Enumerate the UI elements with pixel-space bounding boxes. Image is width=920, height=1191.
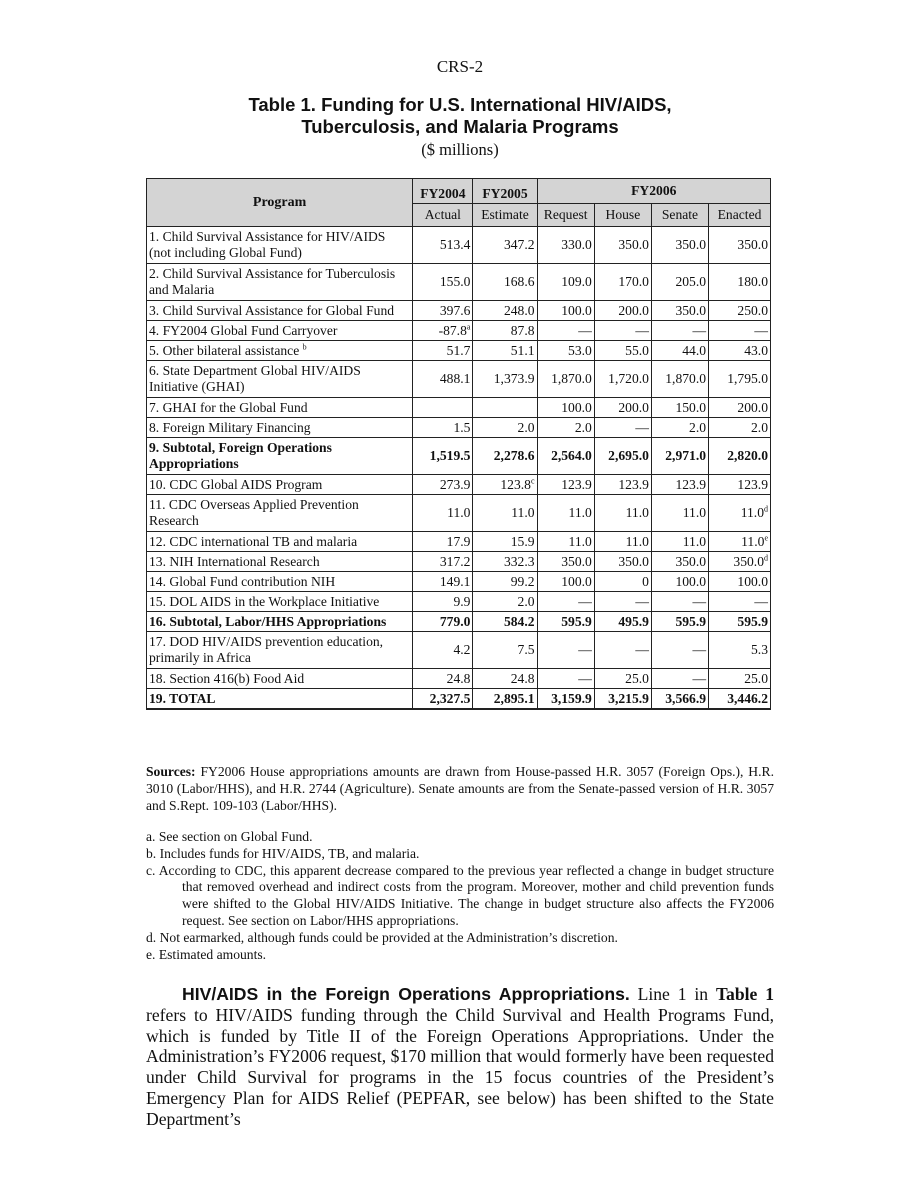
footnote-d: d. Not earmarked, although funds could be provided at the Administration’s discretion. — [146, 929, 618, 945]
cell-enacted: — — [709, 321, 771, 341]
header-fy2006: FY2006 — [537, 179, 770, 204]
cell-enacted: 100.0 — [709, 572, 771, 592]
cell-senate: 11.0 — [651, 495, 708, 532]
table-row — [147, 227, 771, 264]
row-label: 9. Subtotal, Foreign Operations Appropriations — [147, 438, 413, 475]
row-label: 16. Subtotal, Labor/HHS Appropriations — [147, 612, 413, 632]
row-label: 8. Foreign Military Financing — [147, 418, 413, 438]
row-label: 6. State Department Global HIV/AIDS Initiative (GHAI) — [147, 361, 413, 398]
table-row — [147, 398, 771, 418]
table-row — [147, 475, 771, 495]
cell-fy2004: 149.1 — [413, 572, 473, 592]
cell-request: 100.0 — [537, 301, 594, 321]
header-request: Request — [537, 204, 594, 227]
table-row — [147, 669, 771, 689]
cell-house: 495.9 — [594, 612, 651, 632]
cell-senate: 150.0 — [651, 398, 708, 418]
cell-fy2004: 317.2 — [413, 552, 473, 572]
cell-fy2005 — [473, 398, 537, 418]
cell-fy2004: 51.7 — [413, 341, 473, 361]
footnotes — [146, 829, 774, 963]
cell-fy2005: 2,278.6 — [473, 438, 537, 475]
cell-enacted: — — [709, 592, 771, 612]
cell-fy2004: 779.0 — [413, 612, 473, 632]
footnote-marker: a — [466, 321, 471, 331]
cell-fy2004: 513.4 — [413, 227, 473, 264]
footnote-marker: d — [764, 504, 768, 514]
cell-fy2004: 488.1 — [413, 361, 473, 398]
cell-senate: — — [651, 592, 708, 612]
cell-value: -87.8 — [438, 322, 467, 338]
footnote-c: c. According to CDC, this apparent decrease compared to the previous year reflected a change in budget structure that removed overhead and indirect costs from the program. Moreover, mother and child prevention funds were shifted to the Global HIV/AIDS Initiative. The change in budget structure also affects the FY2006 request. See section on Labor/HHS appropriations. — [146, 862, 774, 928]
cell-senate: 44.0 — [651, 341, 708, 361]
cell-request: 1,870.0 — [537, 361, 594, 398]
row-label: 17. DOD HIV/AIDS prevention education, primarily in Africa — [147, 632, 413, 669]
cell-enacted: 5.3 — [709, 632, 771, 669]
table-title-line-2: Tuberculosis, and Malaria Programs — [301, 116, 619, 137]
cell-request: 350.0 — [537, 552, 594, 572]
cell-fy2005: 15.9 — [473, 532, 537, 552]
header-fy2004: FY2004 — [413, 179, 473, 204]
header-program: Program — [147, 179, 413, 227]
cell-senate: 205.0 — [651, 264, 708, 301]
cell-fy2005: 7.5 — [473, 632, 537, 669]
cell-senate: 350.0 — [651, 552, 708, 572]
table-row-subtotal — [147, 438, 771, 475]
cell-fy2005: 347.2 — [473, 227, 537, 264]
cell-enacted — [709, 532, 771, 552]
row-label: 7. GHAI for the Global Fund — [147, 398, 413, 418]
row-label: 10. CDC Global AIDS Program — [147, 475, 413, 495]
cell-senate: 1,870.0 — [651, 361, 708, 398]
sources-note — [146, 763, 774, 814]
cell-fy2004 — [413, 321, 473, 341]
cell-house: 200.0 — [594, 301, 651, 321]
header-estimate: Estimate — [473, 204, 537, 227]
cell-house: 11.0 — [594, 495, 651, 532]
cell-enacted: 123.9 — [709, 475, 771, 495]
cell-fy2004: 11.0 — [413, 495, 473, 532]
footnote-e: e. Estimated amounts. — [146, 946, 267, 962]
cell-request: 2,564.0 — [537, 438, 594, 475]
row-label — [147, 341, 413, 361]
cell-house: 350.0 — [594, 227, 651, 264]
row-label: 4. FY2004 Global Fund Carryover — [147, 321, 413, 341]
footnote-marker: d — [764, 552, 768, 562]
header-enacted: Enacted — [709, 204, 771, 227]
row-label: 14. Global Fund contribution NIH — [147, 572, 413, 592]
cell-fy2004: 1,519.5 — [413, 438, 473, 475]
cell-house: 350.0 — [594, 552, 651, 572]
cell-request: 595.9 — [537, 612, 594, 632]
cell-enacted: 3,446.2 — [709, 689, 771, 710]
cell-enacted: 2.0 — [709, 418, 771, 438]
cell-request: 3,159.9 — [537, 689, 594, 710]
cell-enacted — [709, 552, 771, 572]
table-row-total — [147, 689, 771, 710]
table-row — [147, 572, 771, 592]
cell-house: 123.9 — [594, 475, 651, 495]
header-actual: Actual — [413, 204, 473, 227]
row-label: 1. Child Survival Assistance for HIV/AIDS (not including Global Fund) — [147, 227, 413, 264]
footnote-marker: b — [302, 341, 307, 351]
cell-senate: 3,566.9 — [651, 689, 708, 710]
cell-senate: 123.9 — [651, 475, 708, 495]
row-label: 3. Child Survival Assistance for Global Fund — [147, 301, 413, 321]
cell-house: 3,215.9 — [594, 689, 651, 710]
table-row — [147, 418, 771, 438]
cell-value: 11.0 — [741, 533, 765, 549]
cell-enacted: 43.0 — [709, 341, 771, 361]
footnote-b: b. Includes funds for HIV/AIDS, TB, and malaria. — [146, 845, 420, 861]
body-text-b: refers to HIV/AIDS funding through the Child Survival and Health Programs Fund, which is funded by Title II of the Foreign Operations Appropriations. Under the Administration’s FY2006 request, $170 million that would formerly have been requested under Child Survival for programs in the 15 focus countries of the President’s Emergency Plan for AIDS Relief (PEPFAR, see below) has been shifted to the State Department’s — [146, 1004, 774, 1129]
cell-enacted: 250.0 — [709, 301, 771, 321]
cell-fy2005: 51.1 — [473, 341, 537, 361]
cell-enacted: 2,820.0 — [709, 438, 771, 475]
cell-house: — — [594, 418, 651, 438]
header-house: House — [594, 204, 651, 227]
cell-senate: — — [651, 632, 708, 669]
cell-fy2005: 99.2 — [473, 572, 537, 592]
cell-house: 170.0 — [594, 264, 651, 301]
cell-senate: — — [651, 669, 708, 689]
cell-house: 2,695.0 — [594, 438, 651, 475]
row-label: 2. Child Survival Assistance for Tuberculosis and Malaria — [147, 264, 413, 301]
cell-enacted: 1,795.0 — [709, 361, 771, 398]
table-reference: Table 1 — [715, 984, 774, 1004]
cell-enacted: 350.0 — [709, 227, 771, 264]
cell-fy2005: 2.0 — [473, 592, 537, 612]
cell-senate: 2,971.0 — [651, 438, 708, 475]
cell-enacted: 180.0 — [709, 264, 771, 301]
cell-request: — — [537, 669, 594, 689]
footnote-marker: c — [530, 475, 535, 485]
cell-house: 11.0 — [594, 532, 651, 552]
cell-fy2005: 2.0 — [473, 418, 537, 438]
cell-fy2005: 11.0 — [473, 495, 537, 532]
cell-request: 53.0 — [537, 341, 594, 361]
cell-house: — — [594, 632, 651, 669]
cell-request: 123.9 — [537, 475, 594, 495]
cell-fy2004: 155.0 — [413, 264, 473, 301]
cell-house: 55.0 — [594, 341, 651, 361]
cell-fy2005: 248.0 — [473, 301, 537, 321]
table-unit: ($ millions) — [421, 140, 499, 159]
sources-text: FY2006 House appropriations amounts are drawn from House-passed H.R. 3057 (Foreign Ops.), H.R. 3010 (Labor/HHS), and H.R. 2744 (Agriculture). Senate amounts are from the Senate-passed version of H.R. 3057 and S.Rept. 109-103 (Labor/HHS). — [146, 764, 774, 813]
cell-request: 100.0 — [537, 398, 594, 418]
footnote-marker: e — [764, 532, 768, 542]
cell-enacted — [709, 495, 771, 532]
row-label: 13. NIH International Research — [147, 552, 413, 572]
cell-request: 100.0 — [537, 572, 594, 592]
cell-house: 1,720.0 — [594, 361, 651, 398]
cell-senate: 350.0 — [651, 301, 708, 321]
cell-fy2004: 397.6 — [413, 301, 473, 321]
cell-request: 330.0 — [537, 227, 594, 264]
table-row — [147, 341, 771, 361]
cell-request: 109.0 — [537, 264, 594, 301]
table-row — [147, 264, 771, 301]
cell-request: 2.0 — [537, 418, 594, 438]
header-senate: Senate — [651, 204, 708, 227]
cell-house: — — [594, 321, 651, 341]
cell-fy2004 — [413, 398, 473, 418]
body-paragraph — [146, 984, 774, 1130]
cell-house: 25.0 — [594, 669, 651, 689]
row-label: 12. CDC international TB and malaria — [147, 532, 413, 552]
table-row — [147, 361, 771, 398]
cell-fy2004: 2,327.5 — [413, 689, 473, 710]
row-label: 11. CDC Overseas Applied Prevention Research — [147, 495, 413, 532]
table-row — [147, 301, 771, 321]
cell-senate: 2.0 — [651, 418, 708, 438]
row-label-text: 5. Other bilateral assistance — [149, 342, 300, 358]
page-header: CRS-2 — [436, 57, 484, 76]
cell-value: 350.0 — [733, 553, 764, 569]
footnote-a: a. See section on Global Fund. — [146, 829, 313, 844]
cell-request: — — [537, 321, 594, 341]
cell-fy2004: 4.2 — [413, 632, 473, 669]
cell-fy2005: 1,373.9 — [473, 361, 537, 398]
header-fy2005: FY2005 — [473, 179, 537, 204]
cell-fy2005: 2,895.1 — [473, 689, 537, 710]
cell-senate: 350.0 — [651, 227, 708, 264]
table-row — [147, 495, 771, 532]
cell-value: 11.0 — [740, 505, 764, 520]
table-row — [147, 632, 771, 669]
table-row — [147, 321, 771, 341]
cell-fy2005: 24.8 — [473, 669, 537, 689]
cell-senate: — — [651, 321, 708, 341]
table-row-subtotal — [147, 612, 771, 632]
cell-enacted: 25.0 — [709, 669, 771, 689]
cell-request: — — [537, 632, 594, 669]
cell-senate: 595.9 — [651, 612, 708, 632]
cell-request: — — [537, 592, 594, 612]
cell-enacted: 200.0 — [709, 398, 771, 418]
cell-house: — — [594, 592, 651, 612]
table-row — [147, 532, 771, 552]
cell-fy2005: 584.2 — [473, 612, 537, 632]
sources-label: Sources: — [146, 764, 196, 779]
cell-senate: 100.0 — [651, 572, 708, 592]
cell-request: 11.0 — [537, 495, 594, 532]
cell-enacted: 595.9 — [709, 612, 771, 632]
cell-fy2004: 273.9 — [413, 475, 473, 495]
row-label: 18. Section 416(b) Food Aid — [147, 669, 413, 689]
table-title — [0, 94, 920, 138]
cell-value: 123.8 — [500, 476, 531, 492]
table-row — [147, 592, 771, 612]
cell-fy2005: 87.8 — [473, 321, 537, 341]
cell-house: 200.0 — [594, 398, 651, 418]
table-row — [147, 552, 771, 572]
cell-fy2004: 9.9 — [413, 592, 473, 612]
table-title-line-1: Table 1. Funding for U.S. International HIV/AIDS, — [248, 94, 672, 115]
cell-fy2004: 17.9 — [413, 532, 473, 552]
cell-house: 0 — [594, 572, 651, 592]
body-text-a: Line 1 in — [629, 984, 716, 1004]
cell-request: 11.0 — [537, 532, 594, 552]
row-label: 15. DOL AIDS in the Workplace Initiative — [147, 592, 413, 612]
cell-fy2004: 1.5 — [413, 418, 473, 438]
funding-table — [146, 178, 771, 710]
cell-fy2004: 24.8 — [413, 669, 473, 689]
section-run-in-heading: HIV/AIDS in the Foreign Operations Appropriations. — [182, 984, 630, 1004]
cell-fy2005: 168.6 — [473, 264, 537, 301]
row-label: 19. TOTAL — [147, 689, 413, 710]
cell-fy2005: 332.3 — [473, 552, 537, 572]
cell-senate: 11.0 — [651, 532, 708, 552]
cell-fy2005 — [473, 475, 537, 495]
